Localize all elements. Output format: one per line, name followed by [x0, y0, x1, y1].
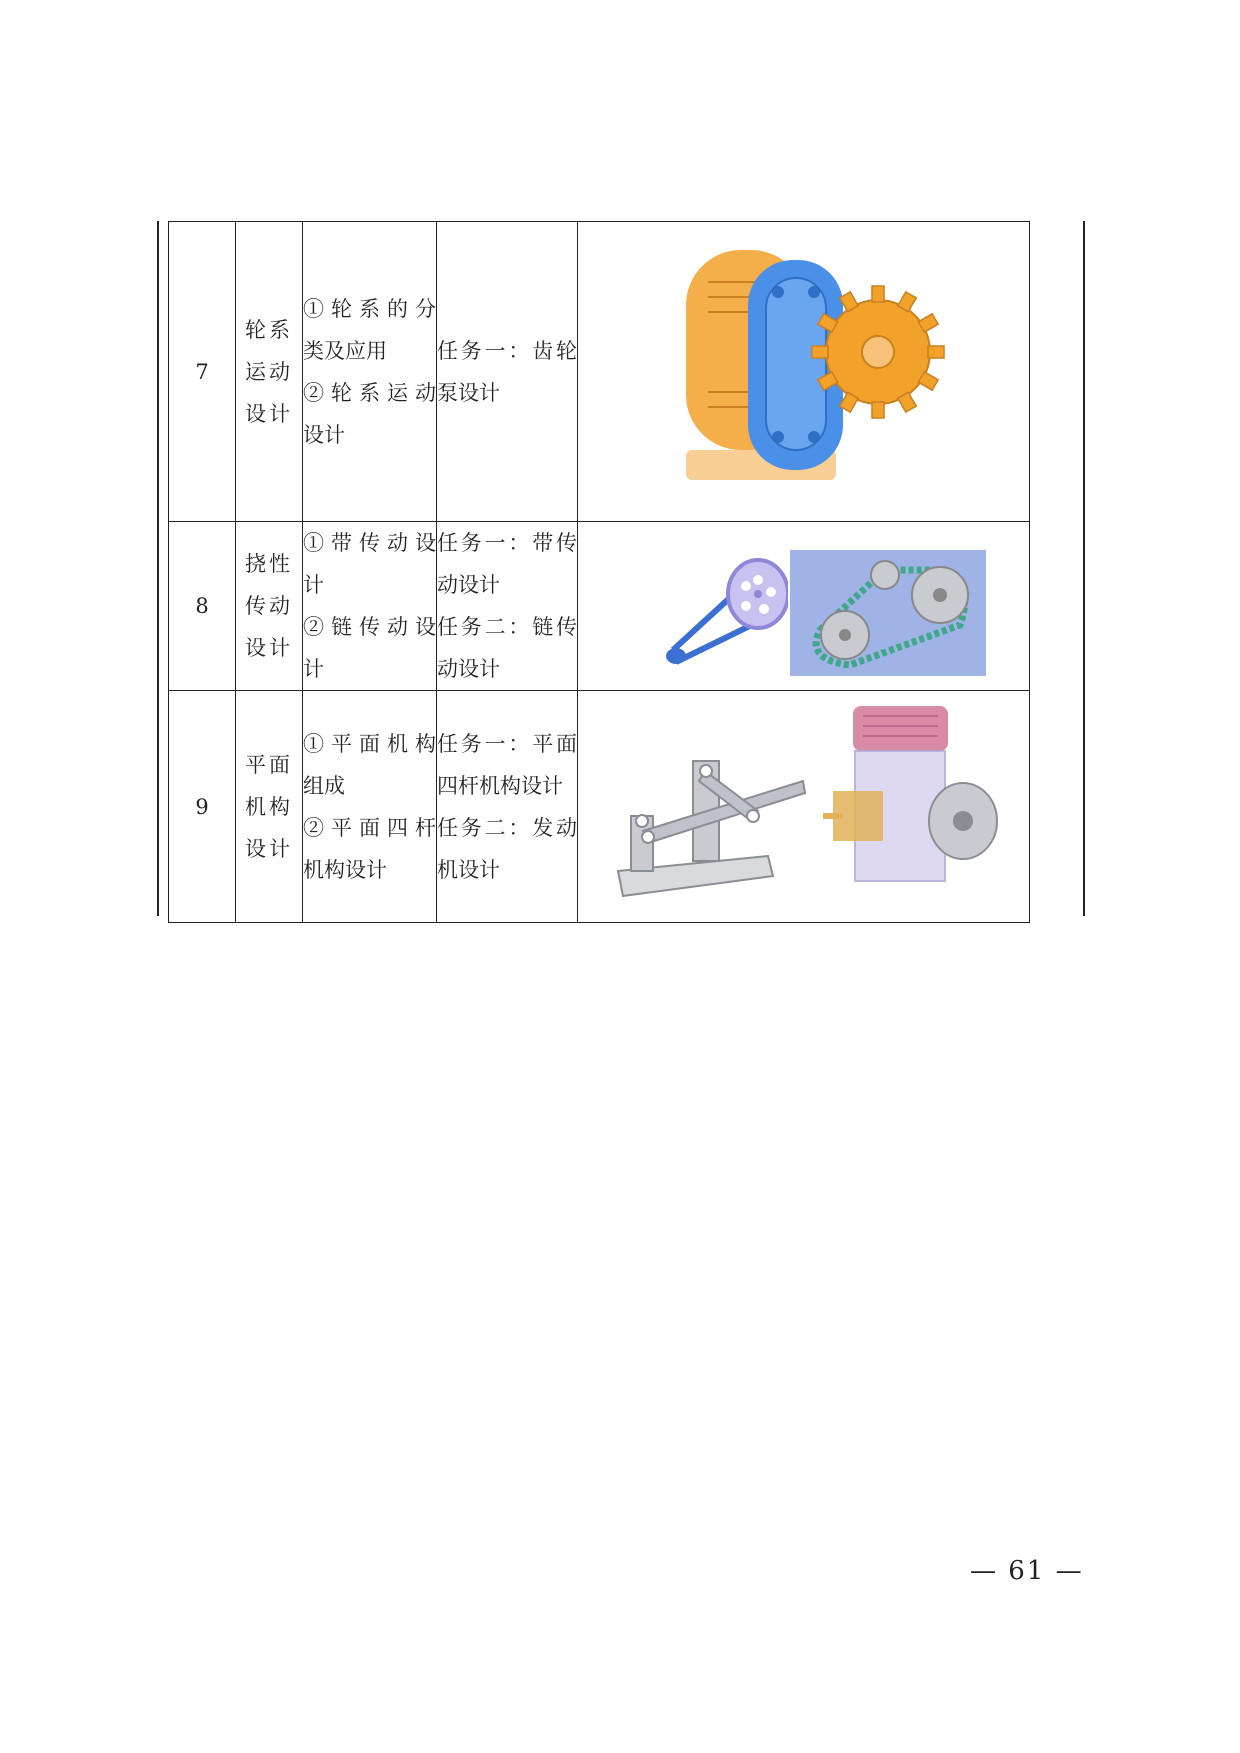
- course-table: [168, 221, 1030, 923]
- table-outer-right-line: [1083, 221, 1085, 916]
- module-name-line: 挠性: [245, 552, 293, 576]
- row-number: 9: [169, 691, 236, 923]
- task-line: 任务一：平面: [437, 731, 577, 756]
- content-line: ②平面四杆: [303, 815, 436, 840]
- content-line: 类及应用: [303, 338, 387, 363]
- task-line: 任务一：带传: [437, 531, 577, 555]
- module-task: [437, 522, 578, 691]
- module-name-line: 设计: [245, 636, 293, 660]
- task-line: 动设计: [437, 573, 500, 597]
- belt-drive-model-icon: [618, 522, 788, 690]
- content-line: ①轮系的分: [303, 296, 436, 321]
- task-line: 任务一：齿轮: [437, 338, 577, 363]
- table-row: [169, 691, 1030, 923]
- module-content: [303, 222, 437, 522]
- module-task: [437, 691, 578, 923]
- module-task: [437, 222, 578, 522]
- module-name-line: 运动: [245, 359, 293, 384]
- content-line: ①带传动设: [303, 531, 436, 555]
- content-line: 机构设计: [303, 857, 387, 882]
- task-line: 四杆机构设计: [437, 773, 563, 798]
- module-name-line: 传动: [245, 594, 293, 618]
- row-number: 7: [169, 222, 236, 522]
- table-outer-left-line: [157, 221, 159, 916]
- module-content: [303, 691, 437, 923]
- task-line: 泵设计: [437, 380, 500, 405]
- table-row: [169, 522, 1030, 691]
- module-name-line: 机构: [245, 794, 293, 819]
- module-name: [236, 691, 303, 923]
- content-line: 组成: [303, 773, 345, 798]
- model-image-cell: [578, 691, 1030, 923]
- module-name-line: 设计: [245, 401, 293, 426]
- gear-pump-model-icon: [578, 222, 1029, 516]
- chain-drive-model-icon: [790, 550, 986, 676]
- module-name: [236, 222, 303, 522]
- module-name: [236, 522, 303, 691]
- module-name-line: 设计: [245, 836, 293, 861]
- task-line: 动设计: [437, 657, 500, 681]
- content-line: 设计: [303, 422, 345, 447]
- module-name-line: 轮系: [245, 317, 293, 342]
- content-line: 计: [303, 573, 324, 597]
- model-image-cell: [578, 522, 1030, 691]
- engine-model-icon: [823, 691, 1023, 923]
- module-name-line: 平面: [245, 752, 293, 777]
- task-line: 任务二：链传: [437, 615, 577, 639]
- row-number: 8: [169, 522, 236, 691]
- module-content: [303, 522, 437, 691]
- page-number: — 61 —: [970, 1556, 1084, 1586]
- four-bar-linkage-model-icon: [593, 691, 813, 923]
- content-line: ②链传动设: [303, 615, 436, 639]
- task-line: 机设计: [437, 857, 500, 882]
- content-line: 计: [303, 657, 324, 681]
- content-line: ①平面机构: [303, 731, 436, 756]
- table-row: [169, 222, 1030, 522]
- content-line: ②轮系运动: [303, 380, 436, 405]
- model-image-cell: [578, 222, 1030, 522]
- task-line: 任务二：发动: [437, 815, 577, 840]
